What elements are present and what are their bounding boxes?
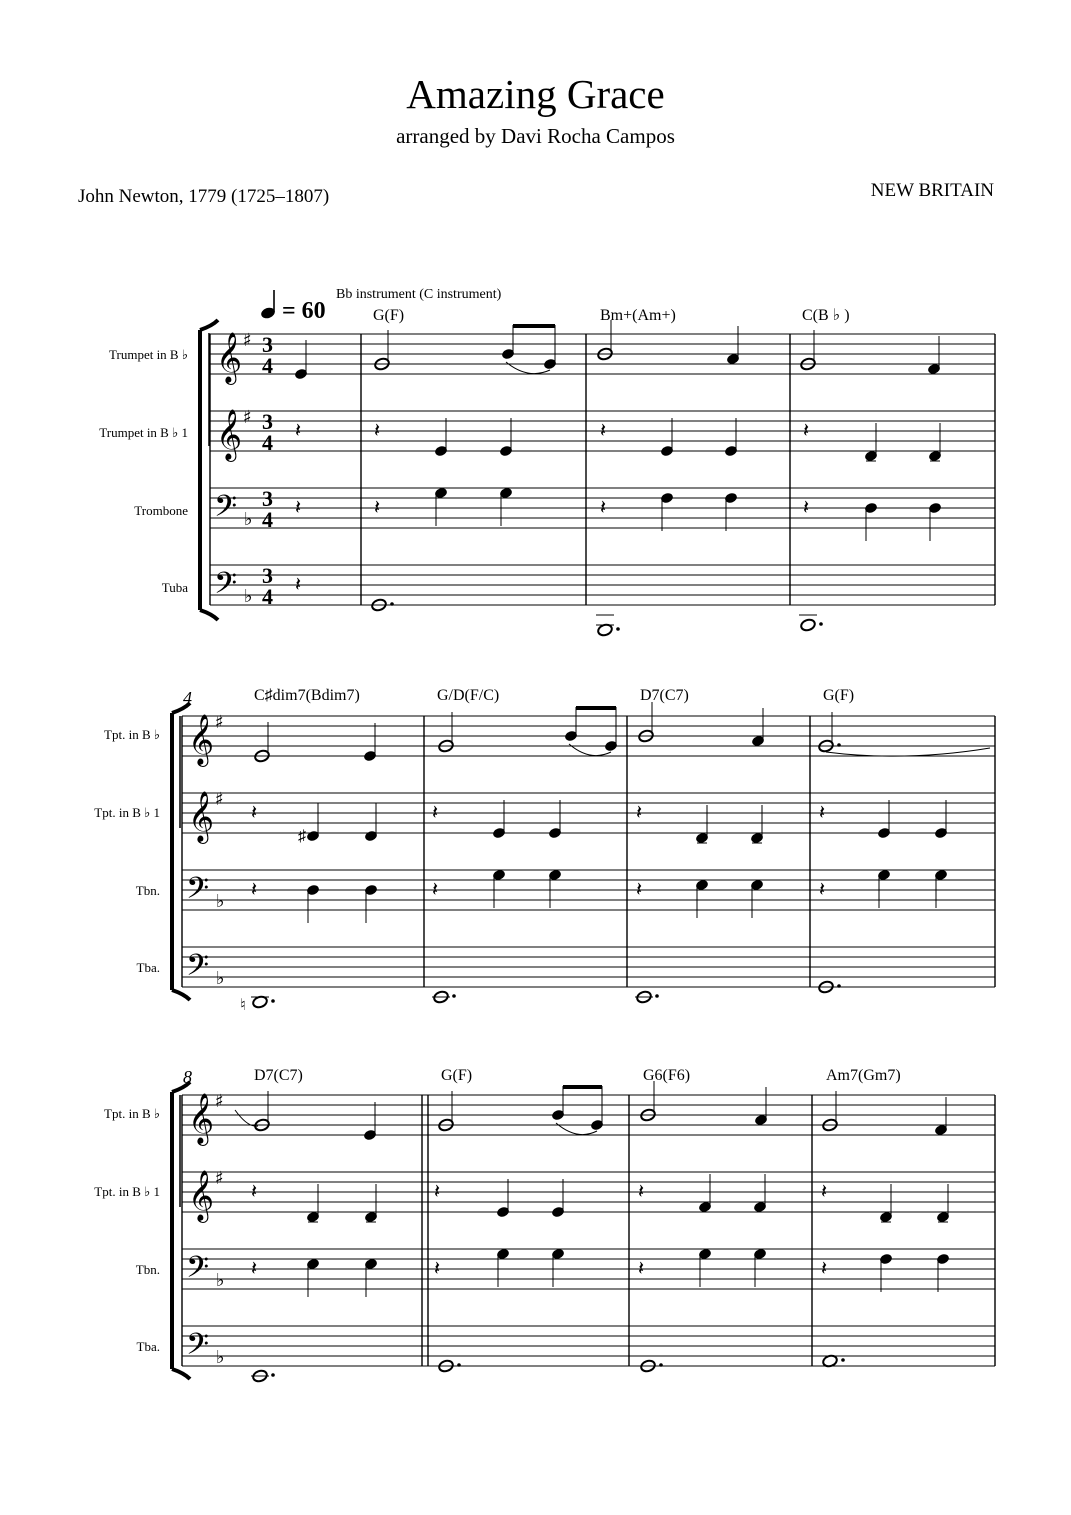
svg-text:𝄽: 𝄽 <box>434 1258 441 1280</box>
svg-text:𝄽: 𝄽 <box>251 802 258 824</box>
chord-symbol: G(F) <box>373 307 405 324</box>
bass-clef-icon: 𝄢 <box>186 949 210 990</box>
sharp-icon: ♯ <box>243 330 252 351</box>
treble-clef-icon: 𝄞 <box>216 409 243 460</box>
tempo-value: = 60 <box>282 298 326 324</box>
svg-text:4: 4 <box>262 507 273 532</box>
svg-text:𝄽: 𝄽 <box>251 879 258 901</box>
score-title: Amazing Grace <box>406 71 665 117</box>
instrument-name: Tbn. <box>135 883 160 898</box>
chord-symbol: C(B ♭ ) <box>802 307 850 324</box>
flat-icon: ♭ <box>244 586 253 607</box>
time-signature <box>262 332 273 609</box>
arranger-credit: arranged by Davi Rocha Campos <box>396 124 675 148</box>
sharp-icon: ♯ <box>215 712 224 733</box>
treble-clef-icon: 𝄞 <box>188 1170 215 1221</box>
svg-text:𝄽: 𝄽 <box>432 879 439 901</box>
svg-text:♮: ♮ <box>240 995 246 1014</box>
tune-name: NEW BRITAIN <box>870 180 994 201</box>
svg-text:3: 3 <box>262 409 273 434</box>
rest-icon: 𝄽 <box>803 420 810 442</box>
instrument-name: Tbn. <box>135 1262 160 1277</box>
svg-text:3: 3 <box>262 486 273 511</box>
instrument-name: Tba. <box>136 960 160 975</box>
tuba-notes <box>371 598 823 637</box>
rest-icon: 𝄽 <box>600 420 607 442</box>
flat-icon: ♭ <box>216 891 225 912</box>
tuba-notes <box>240 980 841 1014</box>
svg-text:𝄽: 𝄽 <box>638 1258 645 1280</box>
chord-symbol: G(F) <box>441 1067 473 1084</box>
bass-clef-icon: 𝄢 <box>214 490 238 531</box>
treble-clef-icon: 𝄞 <box>188 1093 215 1144</box>
chord-symbol: Am7(Gm7) <box>826 1067 901 1084</box>
trombone-notes <box>306 1248 950 1297</box>
treble-clef-icon: 𝄞 <box>188 791 215 842</box>
svg-text:𝄽: 𝄽 <box>432 802 439 824</box>
sharp-icon: ♯ <box>215 789 224 810</box>
svg-text:3: 3 <box>262 332 273 357</box>
instrument-name: Tuba <box>161 580 188 595</box>
flat-icon: ♭ <box>216 968 225 989</box>
chord-symbol: D7(C7) <box>640 687 689 704</box>
trumpet2-noteheads <box>434 418 942 462</box>
svg-text:𝄽: 𝄽 <box>638 1181 645 1203</box>
instrument-name: Tpt. in B ♭ <box>104 1106 160 1121</box>
instrument-name: Tpt. in B ♭ 1 <box>94 805 160 820</box>
chord-symbol: G/D(F/C) <box>437 687 500 704</box>
svg-text:𝄽: 𝄽 <box>821 1258 828 1280</box>
svg-text:𝄽: 𝄽 <box>251 1258 258 1280</box>
barlines <box>210 334 995 605</box>
trumpet1-notes <box>235 1081 948 1141</box>
trumpet2-notes <box>306 1174 950 1223</box>
chord-symbol: G(F) <box>823 687 855 704</box>
instrument-name: Tpt. in B ♭ 1 <box>94 1184 160 1199</box>
svg-text:𝄽: 𝄽 <box>295 574 302 596</box>
svg-text:𝄽: 𝄽 <box>434 1181 441 1203</box>
instrument-name: Tpt. in B ♭ <box>104 727 160 742</box>
instrument-note: Bb instrument (C instrument) <box>336 287 502 302</box>
trombone-notes <box>434 487 942 541</box>
rest-icon: 𝄽 <box>295 420 302 442</box>
chord-symbol: G6(F6) <box>643 1067 691 1084</box>
measure-number: 8 <box>183 1067 192 1087</box>
svg-text:𝄽: 𝄽 <box>600 497 607 519</box>
instrument-name: Trumpet in B ♭ 1 <box>99 425 188 440</box>
sharp-icon: ♯ <box>215 1168 224 1189</box>
staff-lines <box>210 334 995 605</box>
bass-clef-icon: 𝄢 <box>186 1251 210 1292</box>
system-3 <box>94 1067 995 1383</box>
flat-icon: ♭ <box>244 509 253 530</box>
measure-number: 4 <box>183 688 192 708</box>
svg-text:𝄽: 𝄽 <box>295 497 302 519</box>
svg-text:3: 3 <box>262 563 273 588</box>
instrument-name: Trombone <box>134 503 188 518</box>
bass-clef-icon: 𝄢 <box>186 1328 210 1369</box>
svg-text:𝄽: 𝄽 <box>636 879 643 901</box>
treble-clef-icon: 𝄞 <box>188 714 215 765</box>
flat-icon: ♭ <box>216 1347 225 1368</box>
tempo-marking <box>260 290 326 324</box>
bass-clef-icon: 𝄢 <box>214 567 238 608</box>
chord-symbol: D7(C7) <box>254 1067 303 1084</box>
tuba-rests <box>295 574 301 596</box>
svg-text:𝄽: 𝄽 <box>636 802 643 824</box>
flat-icon: ♭ <box>216 1270 225 1291</box>
svg-text:𝄽: 𝄽 <box>803 497 810 519</box>
trumpet1-notes <box>254 702 990 763</box>
svg-text:𝄽: 𝄽 <box>374 497 381 519</box>
tuba-notes <box>251 1354 845 1383</box>
svg-text:𝄽: 𝄽 <box>251 1181 258 1203</box>
bass-clef-icon: 𝄢 <box>186 872 210 913</box>
lyricist-credit: John Newton, 1779 (1725–1807) <box>78 186 330 207</box>
instrument-name: Tba. <box>136 1339 160 1354</box>
svg-text:♯: ♯ <box>298 828 306 845</box>
svg-text:4: 4 <box>262 430 273 455</box>
rest-icon: 𝄽 <box>374 420 381 442</box>
system-1 <box>99 287 995 637</box>
svg-text:𝄽: 𝄽 <box>819 802 826 824</box>
svg-text:4: 4 <box>262 353 273 378</box>
trumpet1-notes <box>294 320 941 380</box>
sharp-icon: ♯ <box>243 407 252 428</box>
sharp-icon: ♯ <box>215 1091 224 1112</box>
treble-clef-icon: 𝄞 <box>216 332 243 383</box>
svg-text:𝄽: 𝄽 <box>821 1181 828 1203</box>
svg-text:𝄽: 𝄽 <box>819 879 826 901</box>
instrument-name: Trumpet in B ♭ <box>109 347 188 362</box>
chord-symbol: C♯dim7(Bdim7) <box>254 687 360 704</box>
chord-symbol: Bm+(Am+) <box>600 307 676 324</box>
system-2 <box>94 687 995 1014</box>
svg-text:4: 4 <box>262 584 273 609</box>
